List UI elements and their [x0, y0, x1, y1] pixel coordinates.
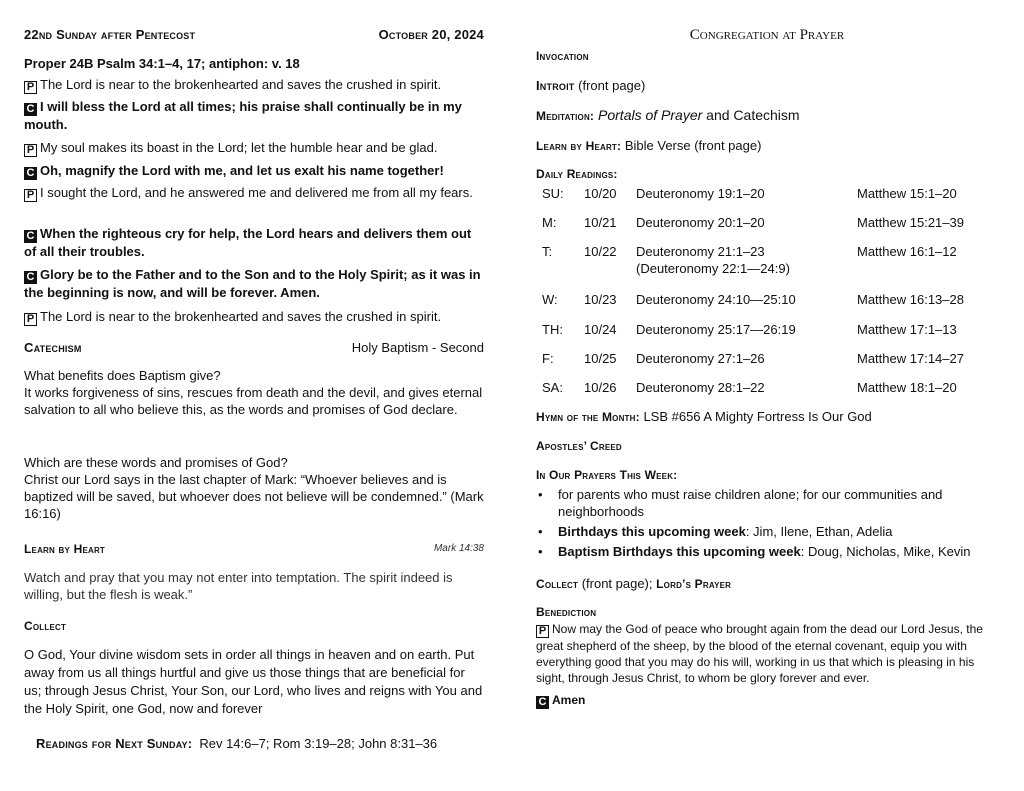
- collect-text: O God, Your divine wisdom sets in order all things in heaven and on earth. Put away from us all things hurtful and give us those things that are beneficial for us; through Jesus Christ, Your Son, our Lord, who lives and reigns with You and the Holy Spirit, one God, now and forever: [24, 647, 483, 716]
- list-item: • for parents who must raise children alone; for our communities and neighborhoods: [536, 486, 998, 520]
- lords-prayer-label: Lord’s Prayer: [656, 577, 732, 591]
- reading-row: M: 10/21 Deuteronomy 20:1–20 Matthew 15:21–39: [542, 215, 964, 230]
- reading-row: W: 10/23 Deuteronomy 24:10—25:10 Matthew 16:13–28: [542, 292, 964, 307]
- learn-label: Learn by Heart:: [536, 139, 622, 153]
- reading-row: F: 10/25 Deuteronomy 27:1–26 Matthew 17:14–27: [542, 351, 964, 366]
- psalm-verse: P The Lord is near to the brokenhearted and saves the crushed in spirit.: [24, 308, 484, 326]
- psalm-verse: C Oh, magnify the Lord with me, and let us exalt his name together!: [24, 162, 484, 180]
- congregation-icon: C: [24, 230, 37, 243]
- reading-row: T: 10/22 Deuteronomy 21:1–23 (Deuteronomy 22:1—24:9) Matthew 16:1–12: [542, 244, 957, 276]
- catechism-question: Which are these words and promises of God?: [24, 455, 288, 470]
- learn-by-heart-reference: Mark 14:38: [433, 543, 484, 554]
- congregation-icon: C: [536, 696, 549, 709]
- collect-label: Collect: [536, 577, 579, 591]
- next-sunday-label: Readings for Next Sunday: [36, 736, 188, 751]
- list-item: • Baptism Birthdays this upcoming week: Doug, Nicholas, Mike, Kevin: [536, 543, 998, 560]
- catechism-heading: Catechism: [24, 340, 82, 355]
- invocation-heading: Invocation: [536, 49, 589, 63]
- congregation-icon: C: [24, 167, 37, 180]
- catechism-qa: [24, 367, 484, 418]
- psalm-verse: P The Lord is near to the brokenhearted and saves the crushed in spirit.: [24, 76, 484, 94]
- pastor-icon: P: [24, 144, 37, 157]
- reading-row: SA: 10/26 Deuteronomy 28:1–22 Matthew 18:1–20: [542, 380, 957, 395]
- psalm-verse: C When the righteous cry for help, the Lord hears and delivers them out of all their troubles.: [24, 226, 472, 259]
- sunday-title: 22nd Sunday after Pentecost: [24, 27, 196, 42]
- catechism-topic: Holy Baptism - Second: [351, 340, 484, 355]
- catechism-answer: Christ our Lord says in the last chapter of Mark: “Whoever believes and is baptized will be saved, but whoever does not believe will be condemned.” (Mark 16:16): [24, 472, 484, 521]
- learn-by-heart-heading: Learn by Heart: [24, 542, 106, 556]
- next-sunday-text: Rev 14:6–7; Rom 3:19–28; John 8:31–36: [199, 736, 438, 751]
- daily-readings-heading: Daily Readings:: [536, 167, 618, 181]
- pastor-icon: P: [24, 189, 37, 202]
- reading-row: TH: 10/24 Deuteronomy 25:17—26:19 Matthew 17:1–13: [542, 322, 957, 337]
- congregation-icon: C: [24, 271, 37, 284]
- collect-line: Collect (front page); Lord’s Prayer: [536, 576, 732, 591]
- meditation-label: Meditation:: [536, 109, 595, 123]
- catechism-qa: [24, 454, 484, 522]
- learn-line: Learn by Heart: Bible Verse (front page): [536, 138, 762, 153]
- learn-by-heart-text: Watch and pray that you may not enter into temptation. The spirit indeed is willing, but the flesh is weak.”: [24, 570, 453, 602]
- catechism-answer: It works forgiveness of sins, rescues from death and the devil, and gives eternal salvation to all who believe this, as the words and promises of God declare.: [24, 385, 483, 417]
- benediction-heading: Benediction: [536, 605, 597, 619]
- catechism-question: What benefits does Baptism give?: [24, 368, 221, 383]
- introit-label: Introit: [536, 78, 575, 93]
- amen-line: C Amen: [536, 692, 585, 709]
- meditation-line: Meditation: Portals of Prayer and Catechism: [536, 107, 800, 123]
- service-date: October 20, 2024: [378, 27, 484, 42]
- psalm-verse: P My soul makes its boast in the Lord; let the humble hear and be glad.: [24, 139, 484, 157]
- page-title: Congregation at Prayer: [689, 27, 845, 43]
- prayers-heading: In Our Prayers This Week:: [536, 468, 678, 482]
- creed-heading: Apostles’ Creed: [536, 439, 622, 453]
- reading-row: SU: 10/20 Deuteronomy 19:1–20 Matthew 15:1–20: [542, 186, 957, 201]
- psalm-heading: Proper 24B Psalm 34:1–4, 17; antiphon: v. 18: [24, 56, 300, 71]
- pastor-icon: P: [24, 313, 37, 326]
- hymn-label: Hymn of the Month:: [536, 410, 640, 424]
- prayers-list: [536, 486, 998, 563]
- list-item: • Birthdays this upcoming week: Jim, Ilene, Ethan, Adelia: [536, 523, 998, 540]
- psalm-verse: C I will bless the Lord at all times; his praise shall continually be in my mouth.: [24, 99, 462, 132]
- benediction-text: P Now may the God of peace who brought again from the dead our Lord Jesus, the great shepherd of the sheep, by the blood of the eternal covenant, equip you with everything good that you may do his will, working in us that which is pleasing in his sight, through Jesus Christ, to whom be glory forever and ever.: [536, 622, 983, 685]
- collect-heading: Collect: [24, 619, 67, 633]
- hymn-line: Hymn of the Month: LSB #656 A Mighty Fortress Is Our God: [536, 409, 872, 424]
- congregation-icon: C: [24, 103, 37, 116]
- pastor-icon: P: [24, 81, 37, 94]
- introit-line: Introit (front page): [536, 78, 646, 93]
- next-sunday-readings: Readings for Next Sunday: Rev 14:6–7; Rom 3:19–28; John 8:31–36: [36, 736, 438, 751]
- psalm-verse: P I sought the Lord, and he answered me and delivered me from all my fears.: [24, 184, 484, 202]
- psalm-verse: C Glory be to the Father and to the Son and to the Holy Spirit; as it was in the beginning is now, and will be forever. Amen.: [24, 267, 481, 300]
- pastor-icon: P: [536, 625, 549, 638]
